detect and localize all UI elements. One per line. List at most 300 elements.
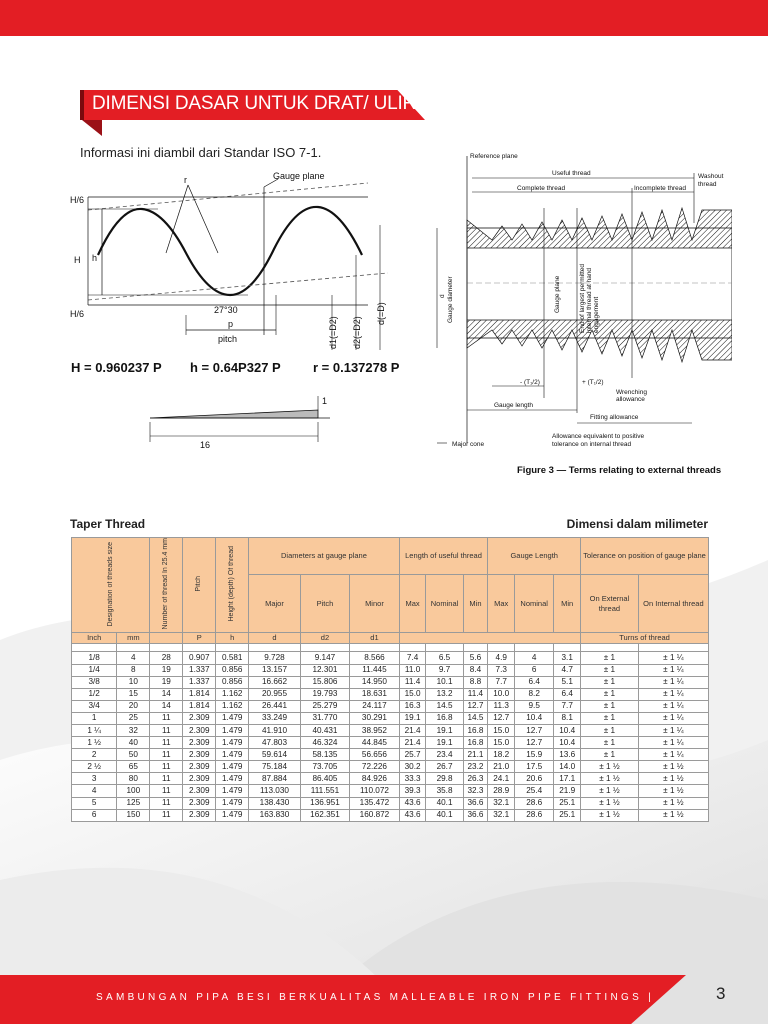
table-cell: 28.6	[515, 809, 554, 821]
label-d2: d2(=D2)	[352, 316, 362, 349]
table-cell: 0.907	[183, 652, 216, 664]
table-row	[72, 664, 709, 676]
table-cell: 13.6	[554, 749, 581, 761]
label-t1-plus: + (T₁/2)	[582, 379, 604, 386]
table-cell: 20.955	[249, 688, 301, 700]
table-cell: 2.309	[183, 785, 216, 797]
header-minor: Minor	[350, 575, 400, 633]
table-cell: 2.309	[183, 761, 216, 773]
table-cell: 11.3	[488, 700, 515, 712]
unit-mm: mm	[117, 633, 150, 644]
top-red-bar	[0, 0, 768, 36]
table-cell: ± 1 ½	[638, 785, 708, 797]
header-min2: Min	[554, 575, 581, 633]
figure-caption: Figure 3 — Terms relating to external threads	[517, 465, 722, 476]
table-cell: 18.631	[350, 688, 400, 700]
table-cell: 8.566	[350, 652, 400, 664]
table-cell: 19.1	[426, 737, 463, 749]
table-cell: 2.309	[183, 773, 216, 785]
table-cell: 59.614	[249, 749, 301, 761]
table-cell: 14.5	[426, 700, 463, 712]
label-h6-bottom: H/6	[70, 309, 85, 319]
label-gauge-plane-r: Gauge plane	[554, 275, 561, 313]
table-cell: 11	[150, 761, 183, 773]
header-on-external: On External thread	[581, 575, 639, 633]
header-length: Length of useful thread	[399, 538, 488, 575]
table-cell: 11	[150, 773, 183, 785]
table-cell: 10	[117, 676, 150, 688]
table-cell: 24.1	[488, 773, 515, 785]
label-complete-thread: Complete thread	[517, 185, 566, 192]
table-cell: 3/4	[72, 700, 117, 712]
table-cell: 15.0	[488, 725, 515, 737]
table-cell: 19.793	[300, 688, 349, 700]
table-cell: 1.814	[183, 700, 216, 712]
table-cell: 41.910	[249, 725, 301, 737]
table-cell: 125	[117, 797, 150, 809]
table-cell: 7.3	[488, 664, 515, 676]
table-cell: 10.4	[515, 712, 554, 724]
label-d1: d1(=D2)	[328, 316, 338, 349]
unit-inch: Inch	[72, 633, 117, 644]
table-cell: 9.147	[300, 652, 349, 664]
label-wrenching-2: allowance	[616, 396, 645, 403]
table-cell: 30.2	[399, 761, 426, 773]
label-d-right: d	[439, 294, 446, 298]
label-p: p	[228, 319, 234, 329]
table-cell: 1.479	[216, 712, 249, 724]
table-cell: ± 1	[581, 664, 639, 676]
table-cell: 1.479	[216, 773, 249, 785]
intro-text: Informasi ini diambil dari Standar ISO 7-1.	[80, 145, 322, 160]
table-cell: 6.4	[515, 676, 554, 688]
label-washout-2: thread	[698, 181, 717, 188]
table-cell: 1.479	[216, 725, 249, 737]
table-cell: 8	[117, 664, 150, 676]
header-min: Min	[463, 575, 488, 633]
table-cell: 4.7	[554, 664, 581, 676]
table-cell: 15.0	[488, 737, 515, 749]
table-cell: 36.6	[463, 797, 488, 809]
header-number: Number of thread In 25.4 mm	[150, 538, 183, 633]
table-row	[72, 725, 709, 737]
table-cell: 21.9	[554, 785, 581, 797]
table-cell: 2 ½	[72, 761, 117, 773]
table-cell: 1 ¼	[72, 725, 117, 737]
table-cell: 15	[117, 688, 150, 700]
table-cell: 29.8	[426, 773, 463, 785]
table-cell: 163.830	[249, 809, 301, 821]
table-cell: 8.1	[554, 712, 581, 724]
table-cell: 31.770	[300, 712, 349, 724]
header-on-internal: On Internal thread	[638, 575, 708, 633]
header-designation: Designation of threads size	[72, 538, 150, 633]
table-cell: 32.3	[463, 785, 488, 797]
table-cell: 4	[117, 652, 150, 664]
table-cell: 4	[515, 652, 554, 664]
table-cell: 0.581	[216, 652, 249, 664]
table-cell: 1.479	[216, 749, 249, 761]
table-cell: 35.8	[426, 785, 463, 797]
header-max2: Max	[488, 575, 515, 633]
table-cell: 19	[150, 664, 183, 676]
table-cell: ± 1 ¼	[638, 749, 708, 761]
table-cell: 10.4	[554, 737, 581, 749]
table-cell: 40.1	[426, 809, 463, 821]
table-cell: 9.7	[426, 664, 463, 676]
thread-profile-diagram	[68, 165, 398, 355]
table-cell: 2.309	[183, 712, 216, 724]
label-washout-1: Washout	[698, 173, 724, 180]
table-cell: 14.0	[554, 761, 581, 773]
table-cell: 3.1	[554, 652, 581, 664]
table-cell: 23.4	[426, 749, 463, 761]
section-title: Taper Thread	[70, 517, 146, 531]
table-cell: ± 1 ½	[638, 809, 708, 821]
table-cell: 13.2	[426, 688, 463, 700]
label-major-cone: Major cone	[452, 441, 485, 448]
label-useful-thread: Useful thread	[552, 170, 591, 177]
header-height: Height (depth) Of thread	[216, 538, 249, 633]
label-gauge-length: Gauge length	[494, 402, 534, 409]
unit-turns: Turns of thread	[581, 633, 709, 644]
table-cell: 20	[117, 700, 150, 712]
table-cell: 16.662	[249, 676, 301, 688]
table-cell: 32.1	[488, 797, 515, 809]
label-r: r	[184, 175, 187, 185]
label-end-largest-3: engagement	[593, 296, 600, 333]
table-cell: 11.4	[463, 688, 488, 700]
table-cell: 15.0	[399, 688, 426, 700]
table-cell: 135.472	[350, 797, 400, 809]
table-cell: 46.324	[300, 737, 349, 749]
table-cell: 12.7	[515, 725, 554, 737]
table-cell: 21.1	[463, 749, 488, 761]
formula-r: r = 0.137278 P	[313, 360, 400, 375]
table-cell: 40.1	[426, 797, 463, 809]
unit-d2: d2	[300, 633, 349, 644]
table-cell: 110.072	[350, 785, 400, 797]
table-cell: 26.3	[463, 773, 488, 785]
label-h6-top: H/6	[70, 195, 85, 205]
table-cell: 138.430	[249, 797, 301, 809]
table-cell: 38.952	[350, 725, 400, 737]
table-row	[72, 652, 709, 664]
label-pitch: pitch	[218, 334, 238, 344]
label-end-largest-1: End of largest permitted	[579, 263, 586, 333]
table-cell: 11	[150, 785, 183, 797]
label-1: 1	[322, 396, 328, 406]
table-cell: 1.479	[216, 785, 249, 797]
table-cell: 1.479	[216, 797, 249, 809]
table-cell: ± 1	[581, 737, 639, 749]
table-cell: 1.479	[216, 737, 249, 749]
table-cell: 11.0	[399, 664, 426, 676]
table-cell: 25	[117, 712, 150, 724]
table-cell: 113.030	[249, 785, 301, 797]
unit-blank-2	[399, 633, 580, 644]
table-cell: 10.4	[554, 725, 581, 737]
table-cell: 26.7	[426, 761, 463, 773]
taper-thread-table	[71, 537, 709, 822]
header-nominal2: Nominal	[515, 575, 554, 633]
table-cell: 3/8	[72, 676, 117, 688]
label-gauge-diameter: Gauge diameter	[447, 276, 454, 323]
table-cell: 32.1	[488, 809, 515, 821]
table-cell: 43.6	[399, 797, 426, 809]
table-cell: 6	[515, 664, 554, 676]
label-end-largest-2: internal thread at hand	[586, 267, 593, 333]
table-cell: 1 ½	[72, 737, 117, 749]
table-cell: 100	[117, 785, 150, 797]
label-t1-minus: - (T₁/2)	[520, 379, 540, 386]
unit-blank	[150, 633, 183, 644]
table-cell: 87.884	[249, 773, 301, 785]
table-cell: 23.2	[463, 761, 488, 773]
table-cell: 50	[117, 749, 150, 761]
label-allowance-1: Allowance equivalent to positive	[552, 433, 645, 440]
table-cell: 72.226	[350, 761, 400, 773]
table-cell: 86.405	[300, 773, 349, 785]
table-cell: ± 1	[581, 700, 639, 712]
table-cell: 75.184	[249, 761, 301, 773]
table-cell: 1.162	[216, 700, 249, 712]
table-cell: 40.431	[300, 725, 349, 737]
table-cell: 14.950	[350, 676, 400, 688]
table-cell: 20.6	[515, 773, 554, 785]
table-cell: 2.309	[183, 725, 216, 737]
table-cell: ± 1	[581, 688, 639, 700]
table-cell: 33.3	[399, 773, 426, 785]
table-body	[72, 644, 709, 821]
table-cell: 6	[72, 809, 117, 821]
table-cell: 1.337	[183, 676, 216, 688]
table-cell: 21.0	[488, 761, 515, 773]
table-cell: 5	[72, 797, 117, 809]
table-cell: 2.309	[183, 809, 216, 821]
table-cell: 2.309	[183, 737, 216, 749]
table-cell: 1/8	[72, 652, 117, 664]
table-cell: ± 1	[581, 676, 639, 688]
label-d: d(=D)	[376, 302, 386, 325]
table-cell: 30.291	[350, 712, 400, 724]
table-cell: 25.4	[515, 785, 554, 797]
table-cell: 11	[150, 797, 183, 809]
table-cell: 11	[150, 712, 183, 724]
table-cell: ± 1	[581, 749, 639, 761]
table-cell: ± 1	[581, 725, 639, 737]
table-cell: ± 1 ¼	[638, 700, 708, 712]
table-cell: 5.6	[463, 652, 488, 664]
table-spacer-row	[72, 644, 709, 652]
table-cell: 8.2	[515, 688, 554, 700]
table-cell: 12.7	[463, 700, 488, 712]
table-cell: ± 1 ¼	[638, 664, 708, 676]
table-cell: 8.8	[463, 676, 488, 688]
table-cell: 14	[150, 700, 183, 712]
table-cell: 2.309	[183, 749, 216, 761]
table-cell: 2.309	[183, 797, 216, 809]
page-title: DIMENSI DASAR UNTUK DRAT/ ULIR	[92, 93, 417, 114]
table-row	[72, 785, 709, 797]
table-cell: 7.7	[488, 676, 515, 688]
table-cell: 28	[150, 652, 183, 664]
table-cell: ± 1 ½	[581, 809, 639, 821]
table-cell: ± 1 ¼	[638, 725, 708, 737]
table-cell: ± 1 ¼	[638, 652, 708, 664]
table-cell: 26.441	[249, 700, 301, 712]
table-cell: ± 1 ½	[581, 785, 639, 797]
table-cell: 36.6	[463, 809, 488, 821]
table-cell: 0.856	[216, 676, 249, 688]
table-cell: ± 1 ¼	[638, 737, 708, 749]
label-fitting-allowance: Fitting allowance	[590, 414, 639, 421]
table-cell: 21.4	[399, 737, 426, 749]
table-cell: 80	[117, 773, 150, 785]
formula-H: H = 0.960237 P	[71, 360, 162, 375]
table-cell: 32	[117, 725, 150, 737]
table-cell: 1.479	[216, 761, 249, 773]
header-max: Max	[399, 575, 426, 633]
table-cell: ± 1	[581, 712, 639, 724]
table-row	[72, 700, 709, 712]
table-cell: 6.5	[426, 652, 463, 664]
table-cell: ± 1 ½	[638, 797, 708, 809]
table-cell: 4.9	[488, 652, 515, 664]
table-cell: 136.951	[300, 797, 349, 809]
table-cell: 7.4	[399, 652, 426, 664]
table-cell: ± 1 ¼	[638, 712, 708, 724]
header-tolerance: Tolerance on position of gauge plane	[581, 538, 709, 575]
table-cell: 25.279	[300, 700, 349, 712]
unit-h: h	[216, 633, 249, 644]
table-cell: ± 1 ½	[638, 773, 708, 785]
table-cell: 17.1	[554, 773, 581, 785]
table-cell: 16.8	[463, 737, 488, 749]
header-major: Major	[249, 575, 301, 633]
table-cell: 84.926	[350, 773, 400, 785]
table-cell: 6.4	[554, 688, 581, 700]
table-cell: 11	[150, 737, 183, 749]
table-cell: 0.856	[216, 664, 249, 676]
table-cell: 73.705	[300, 761, 349, 773]
label-wrenching-1: Wrenching	[616, 389, 647, 396]
unit-d: d	[249, 633, 301, 644]
table-cell: ± 1 ½	[581, 761, 639, 773]
table-cell: 5.1	[554, 676, 581, 688]
label-reference-plane: Reference plane	[470, 153, 518, 160]
header-nominal: Nominal	[426, 575, 463, 633]
table-cell: 28.9	[488, 785, 515, 797]
table-cell: 40	[117, 737, 150, 749]
table-cell: 18.2	[488, 749, 515, 761]
formula-h: h = 0.64P327 P	[190, 360, 281, 375]
table-cell: 47.803	[249, 737, 301, 749]
table-cell: 12.7	[515, 737, 554, 749]
table-cell: ± 1 ½	[638, 761, 708, 773]
label-h: h	[92, 253, 98, 263]
table-cell: 33.249	[249, 712, 301, 724]
table-cell: 16.8	[463, 725, 488, 737]
page-number: 3	[716, 984, 726, 1003]
table-row	[72, 688, 709, 700]
header-pitch: Pitch	[183, 538, 216, 633]
table-cell: 3	[72, 773, 117, 785]
table-cell: 44.845	[350, 737, 400, 749]
table-cell: 150	[117, 809, 150, 821]
taper-diagram	[140, 390, 340, 450]
table-cell: 58.135	[300, 749, 349, 761]
table-cell: 1.814	[183, 688, 216, 700]
table-cell: 162.351	[300, 809, 349, 821]
table-cell: 13.157	[249, 664, 301, 676]
table-cell: ± 1 ¼	[638, 676, 708, 688]
table-cell: 24.117	[350, 700, 400, 712]
table-cell: 15.9	[515, 749, 554, 761]
header-gauge-length: Gauge Length	[488, 538, 581, 575]
table-cell: 1.479	[216, 809, 249, 821]
table-cell: 14	[150, 688, 183, 700]
table-row	[72, 749, 709, 761]
table-cell: ± 1	[581, 652, 639, 664]
table-cell: 11	[150, 725, 183, 737]
table-row	[72, 809, 709, 821]
label-H: H	[74, 255, 81, 265]
table-cell: 11.4	[399, 676, 426, 688]
table-cell: 12.7	[488, 712, 515, 724]
table-cell: 25.1	[554, 809, 581, 821]
table-cell: 21.4	[399, 725, 426, 737]
table-cell: 28.6	[515, 797, 554, 809]
unit-d1: d1	[350, 633, 400, 644]
section-units: Dimensi dalam milimeter	[566, 517, 708, 531]
table-cell: 1.337	[183, 664, 216, 676]
unit-p: P	[183, 633, 216, 644]
table-cell: 25.7	[399, 749, 426, 761]
table-row	[72, 712, 709, 724]
label-incomplete-thread: Incomplete thread	[634, 185, 687, 192]
table-cell: 10.0	[488, 688, 515, 700]
table-cell: 11	[150, 749, 183, 761]
table-row	[72, 737, 709, 749]
table-cell: ± 1 ¼	[638, 688, 708, 700]
header-pitch2: Pitch	[300, 575, 349, 633]
table-cell: 9.5	[515, 700, 554, 712]
table-cell: 1/4	[72, 664, 117, 676]
label-angle: 27°30	[214, 305, 238, 315]
table-cell: 9.728	[249, 652, 301, 664]
table-cell: 7.7	[554, 700, 581, 712]
label-allowance-2: tolerance on internal thread	[552, 441, 632, 448]
taper-thread-table-wrapper	[71, 537, 709, 822]
table-cell: 14.5	[463, 712, 488, 724]
table-row	[72, 761, 709, 773]
table-cell: 11.445	[350, 664, 400, 676]
table-cell: 1	[72, 712, 117, 724]
table-row	[72, 797, 709, 809]
table-cell: 11	[150, 809, 183, 821]
table-cell: 2	[72, 749, 117, 761]
table-cell: ± 1 ½	[581, 797, 639, 809]
header-diameters: Diameters at gauge plane	[249, 538, 399, 575]
table-cell: 16.8	[426, 712, 463, 724]
table-cell: 19.1	[426, 725, 463, 737]
table-cell: 39.3	[399, 785, 426, 797]
table-row	[72, 773, 709, 785]
table-cell: 111.551	[300, 785, 349, 797]
table-cell: 19	[150, 676, 183, 688]
table-cell: 12.301	[300, 664, 349, 676]
